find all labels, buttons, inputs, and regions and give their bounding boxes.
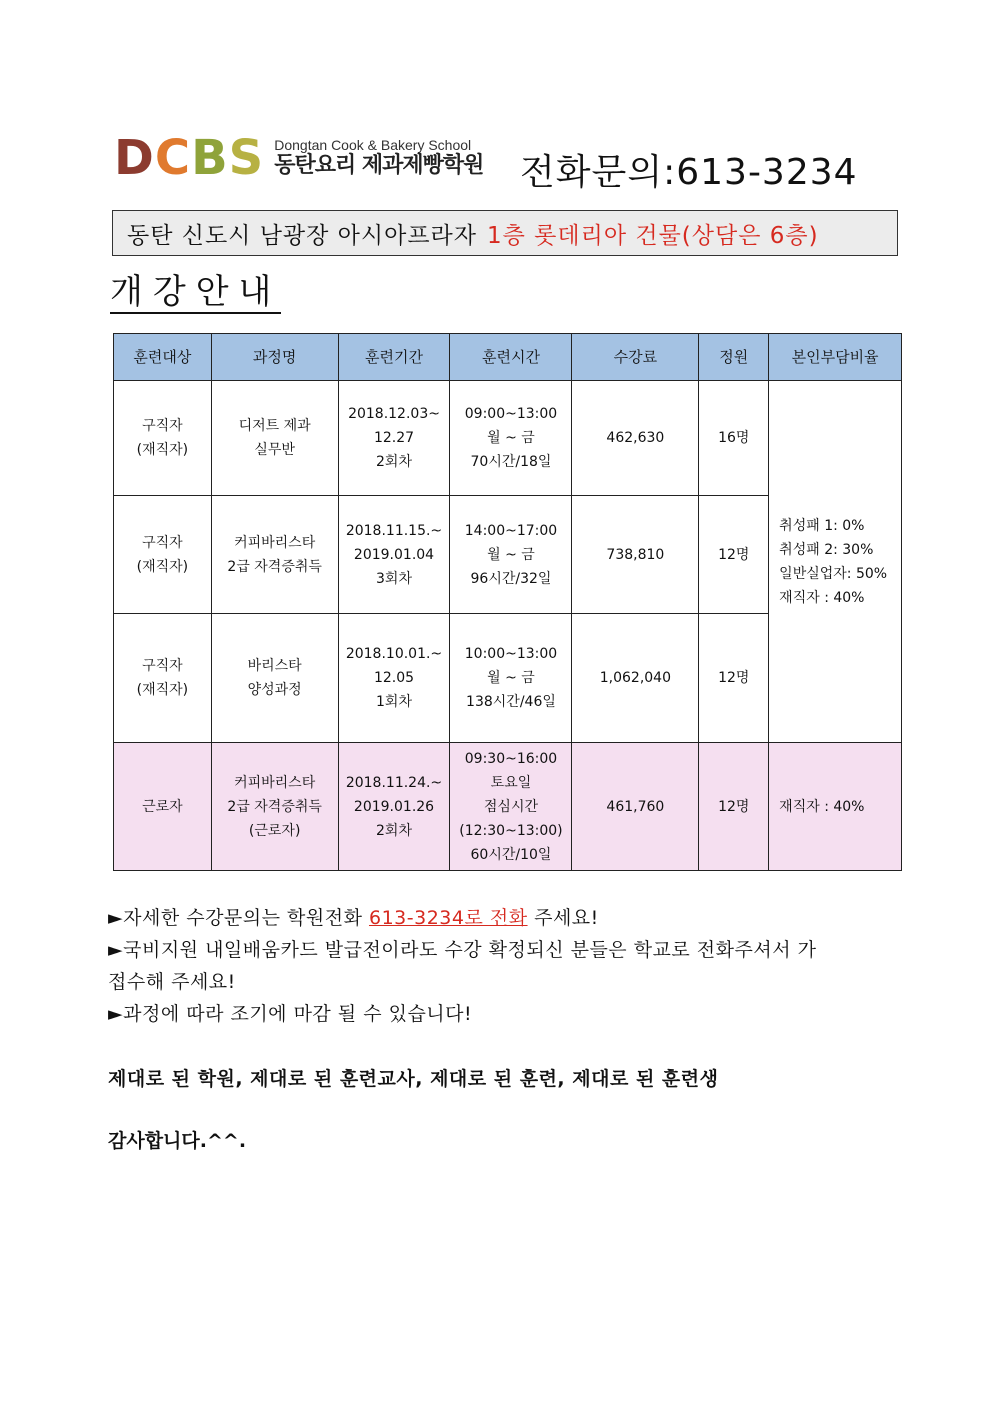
text-line: 12.27: [373, 430, 415, 446]
text-line: 09:30~16:00: [464, 750, 558, 767]
cell-time: [450, 381, 572, 496]
cell-target: 근로자: [114, 743, 212, 871]
text-line: 2019.01.04: [353, 546, 435, 563]
text-line: 실무반: [254, 442, 295, 458]
cell-course: [211, 381, 338, 496]
text-line: 2018.10.01.~: [345, 646, 443, 662]
cell-target: [114, 614, 212, 743]
note-text: 주세요!: [527, 907, 599, 929]
logo-letter-d: D: [114, 130, 155, 186]
text-line: 10:00~13:00: [464, 646, 558, 662]
note-card: ►국비지원 내일배움카드 발급전이라도 수강 확정되신 분들은 학교로 전화주셔서 가: [108, 939, 817, 961]
notes: [108, 902, 898, 1030]
text-line: 바리스타: [247, 658, 302, 674]
logo-letter-b: B: [191, 130, 229, 186]
cell-fee: 462,630: [572, 381, 699, 496]
address-highlight: 1층 롯데리아 건물(상담은 6층): [487, 222, 819, 249]
header-target: 훈련대상: [114, 334, 212, 381]
cell-period: [338, 614, 450, 743]
address-box: [112, 210, 898, 256]
text-line: 월 ~ 금: [487, 430, 535, 446]
cell-period: [338, 496, 450, 614]
cell-target: [114, 496, 212, 614]
phone-inquiry: 전화문의:613-3234: [520, 152, 858, 193]
text-line: 일반실업자: 50%: [779, 565, 888, 582]
text-line: 09:00~13:00: [464, 406, 558, 422]
text-line: (근로자): [248, 822, 301, 839]
cell-capacity: 12명: [699, 614, 769, 743]
header-period: 훈련기간: [338, 334, 450, 381]
text-line: 12.05: [373, 670, 415, 686]
section-title: 개강안내: [110, 272, 282, 312]
header-course: 과정명: [211, 334, 338, 381]
course-table: [113, 333, 902, 871]
text-line: 취성패 1: 0%: [779, 517, 865, 534]
logo-letters: [114, 130, 265, 186]
cell-course: [211, 743, 338, 871]
text-line: 2018.11.24.~: [345, 774, 443, 791]
cell-target: [114, 381, 212, 496]
text-line: 양성과정: [247, 682, 302, 698]
cell-period: [338, 381, 450, 496]
cell-period: [338, 743, 450, 871]
header-fee: 수강료: [572, 334, 699, 381]
text-line: 토요일: [490, 774, 532, 791]
note-closing: ►과정에 따라 조기에 마감 될 수 있습니다!: [108, 1003, 473, 1025]
logo-english-name: Dongtan Cook & Bakery School: [274, 137, 472, 153]
text-line: (12:30~13:00): [459, 822, 563, 839]
text-line: 2018.12.03~: [348, 406, 440, 422]
text-line: 2018.11.15.~: [345, 522, 443, 539]
cell-ratio-workers: 재직자 : 40%: [769, 743, 902, 871]
text-line: 138시간/46일: [466, 694, 556, 710]
text-line: (재직자): [136, 558, 189, 575]
note-text: ►자세한 수강문의는 학원전화: [108, 907, 369, 929]
cell-course: [211, 496, 338, 614]
cell-fee: 461,760: [572, 743, 699, 871]
note-inquiry: [108, 902, 898, 934]
table-header-row: [114, 334, 902, 381]
text-line: 2019.01.26: [353, 798, 435, 815]
cell-ratio-job-seekers: [769, 381, 902, 743]
text-line: 커피바리스타: [234, 774, 316, 791]
header-ratio: 본인부담비율: [769, 334, 902, 381]
text-line: 1회차: [376, 694, 412, 710]
text-line: 디저트 제과: [238, 418, 311, 434]
text-line: (재직자): [136, 682, 189, 698]
address-main: 동탄 신도시 남광장 아시아프라자: [127, 222, 477, 249]
logo-korean-name: 동탄요리 제과제빵학원: [274, 153, 484, 178]
text-line: 70시간/18일: [470, 454, 552, 470]
slogan: 제대로 된 학원, 제대로 된 훈련교사, 제대로 된 훈련, 제대로 된 훈련생: [108, 1068, 719, 1090]
cell-time: [450, 496, 572, 614]
text-line: 2회차: [376, 822, 412, 839]
text-line: 구직자: [142, 418, 183, 434]
text-line: 2회차: [376, 454, 412, 470]
text-line: 재직자 : 40%: [779, 589, 865, 606]
logo-letter-c: C: [154, 130, 192, 186]
table-row: [114, 381, 902, 496]
text-line: 96시간/32일: [470, 570, 552, 587]
cell-course: [211, 614, 338, 743]
header-time: 훈련시간: [450, 334, 572, 381]
note-phone-highlight: 613-3234로 전화: [368, 907, 528, 929]
cell-fee: 738,810: [572, 496, 699, 614]
text-line: 월 ~ 금: [487, 546, 535, 563]
text-line: 60시간/10일: [470, 846, 552, 863]
text-line: 2급 자격증취득: [227, 558, 322, 575]
text-line: 2급 자격증취득: [227, 798, 322, 815]
text-line: 커피바리스타: [234, 534, 316, 551]
text-line: 3회차: [376, 570, 412, 587]
cell-time: [450, 614, 572, 743]
cell-capacity: 12명: [699, 496, 769, 614]
text-line: 구직자: [142, 534, 183, 551]
logo-letter-s: S: [228, 130, 265, 186]
academy-logo: [114, 132, 483, 184]
table-row: [114, 743, 902, 871]
text-line: 취성패 2: 30%: [779, 541, 874, 558]
logo-text: [274, 137, 483, 179]
cell-capacity: 16명: [699, 381, 769, 496]
note-card-continued: 접수해 주세요!: [108, 971, 236, 993]
thanks-message: 감사합니다.^^.: [108, 1130, 247, 1152]
text-line: 월 ~ 금: [487, 670, 535, 686]
cell-time: [450, 743, 572, 871]
header-capacity: 정원: [699, 334, 769, 381]
cell-capacity: 12명: [699, 743, 769, 871]
cell-fee: 1,062,040: [572, 614, 699, 743]
text-line: 점심시간: [483, 798, 539, 815]
text-line: (재직자): [136, 442, 189, 458]
text-line: 14:00~17:00: [464, 522, 558, 539]
text-line: 구직자: [142, 658, 183, 674]
